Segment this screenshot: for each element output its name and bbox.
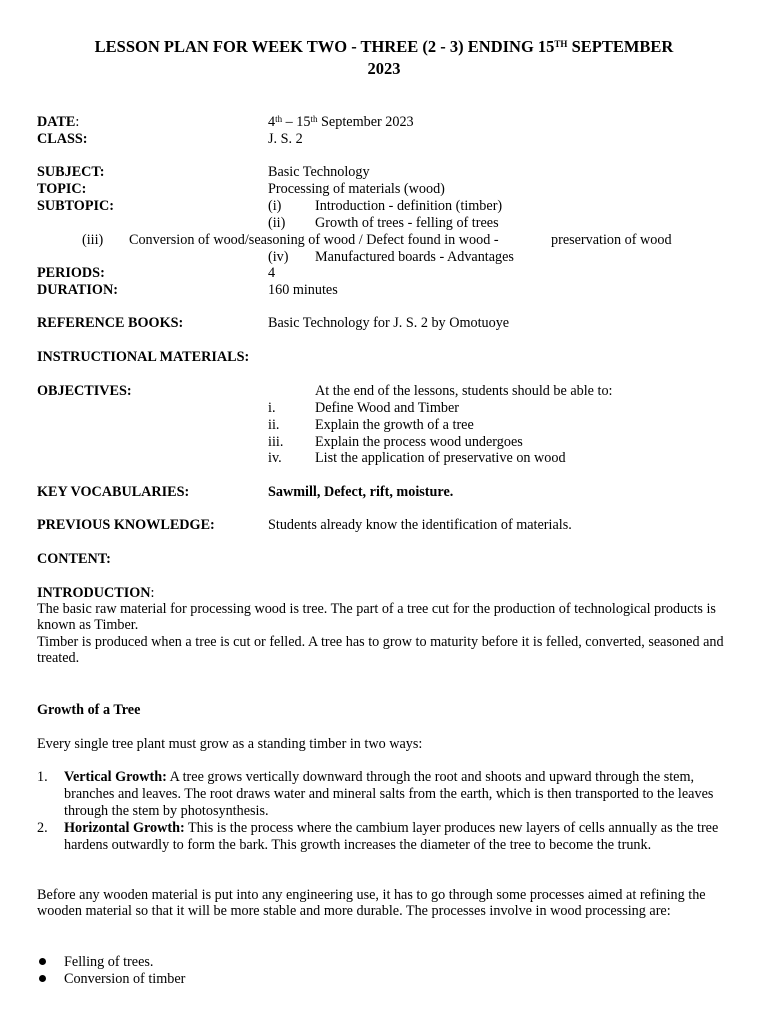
bullet-item: Conversion of timber xyxy=(64,971,186,987)
introduction-paragraph: The basic raw material for processing wood is tree. The part of a tree cut for the production of technological products is known as Timber. xyxy=(37,601,716,634)
periods-label: PERIODS: xyxy=(37,265,105,281)
objective-num: iii. xyxy=(268,434,284,450)
introduction-heading: INTRODUCTION: xyxy=(37,585,155,601)
topic-value: Processing of materials (wood) xyxy=(268,181,445,197)
duration-value: 160 minutes xyxy=(268,282,338,298)
duration-label: DURATION: xyxy=(37,282,118,298)
reference-label: REFERENCE BOOKS: xyxy=(37,315,184,331)
bullet-item: Felling of trees. xyxy=(64,954,154,970)
bullet-icon xyxy=(39,958,46,965)
subtopic-label: SUBTOPIC: xyxy=(37,198,114,214)
objective-text: Explain the process wood undergoes xyxy=(315,434,523,450)
subtopic-text-tail: preservation of wood xyxy=(551,232,672,248)
instructional-label: INSTRUCTIONAL MATERIALS: xyxy=(37,349,250,365)
objective-text: Explain the growth of a tree xyxy=(315,417,474,433)
class-value: J. S. 2 xyxy=(268,131,303,147)
date-label: DATE: xyxy=(37,114,80,130)
subtopic-num: (iv) xyxy=(268,249,289,265)
processes-paragraph: Before any wooden material is put into any engineering use, it has to go through some processes aimed at refining the wooden material so that it will be more stable and more durable. The processes involve in wood processing are: xyxy=(37,887,706,920)
subject-label: SUBJECT: xyxy=(37,164,105,180)
growth-intro: Every single tree plant must grow as a standing timber in two ways: xyxy=(37,736,423,752)
objectives-label: OBJECTIVES: xyxy=(37,383,132,399)
subtopic-text: Introduction - definition (timber) xyxy=(315,198,503,214)
subject-value: Basic Technology xyxy=(268,164,370,180)
objective-num: ii. xyxy=(268,417,280,433)
subtopic-num: (ii) xyxy=(268,215,286,231)
objective-text: Define Wood and Timber xyxy=(315,400,460,416)
subtopic-text: Manufactured boards - Advantages xyxy=(315,249,514,265)
subtopic-num: (i) xyxy=(268,198,282,214)
content-label: CONTENT: xyxy=(37,551,111,567)
periods-value: 4 xyxy=(268,265,276,281)
objectives-intro: At the end of the lessons, students should be able to: xyxy=(315,383,613,399)
vocab-value: Sawmill, Defect, rift, moisture. xyxy=(268,484,454,500)
previous-knowledge-label: PREVIOUS KNOWLEDGE: xyxy=(37,517,215,533)
list-item: Horizontal Growth: This is the process where the cambium layer produces new layers of cells annually as the tree hardens outwardly to form the bark. This growth increases the diameter of the tree to become the trunk. xyxy=(64,820,719,853)
list-item: Vertical Growth: A tree grows vertically downward through the root and shoots and upward through the stem, branches and leaves. The root draws water and mineral salts from the earth, which is then transported to the leaves through the stem by photosynthesis. xyxy=(64,769,714,819)
subtopic-text: Growth of trees - felling of trees xyxy=(315,215,499,231)
class-label: CLASS: xyxy=(37,131,88,147)
introduction-paragraph: Timber is produced when a tree is cut or felled. A tree has to grow to maturity before it is felled, converted, seasoned and treated. xyxy=(37,634,724,667)
document-title: LESSON PLAN FOR WEEK TWO - THREE (2 - 3) ENDING 15TH SEPTEMBER 2023 xyxy=(94,37,674,78)
vocab-label: KEY VOCABULARIES: xyxy=(37,484,190,500)
previous-knowledge-value: Students already know the identification of materials. xyxy=(268,517,572,533)
objective-num: i. xyxy=(268,400,276,416)
list-number: 1. xyxy=(37,769,48,785)
reference-value: Basic Technology for J. S. 2 by Omotuoye xyxy=(268,315,510,331)
list-number: 2. xyxy=(37,820,48,836)
objective-num: iv. xyxy=(268,450,282,466)
growth-heading: Growth of a Tree xyxy=(37,702,141,718)
bullet-icon xyxy=(39,975,46,982)
objective-text: List the application of preservative on wood xyxy=(315,450,566,466)
subtopic-num: (iii) xyxy=(82,232,104,248)
date-value: 4th – 15th September 2023 xyxy=(268,114,414,130)
topic-label: TOPIC: xyxy=(37,181,87,197)
subtopic-text: Conversion of wood/seasoning of wood / Defect found in wood - xyxy=(129,232,499,248)
